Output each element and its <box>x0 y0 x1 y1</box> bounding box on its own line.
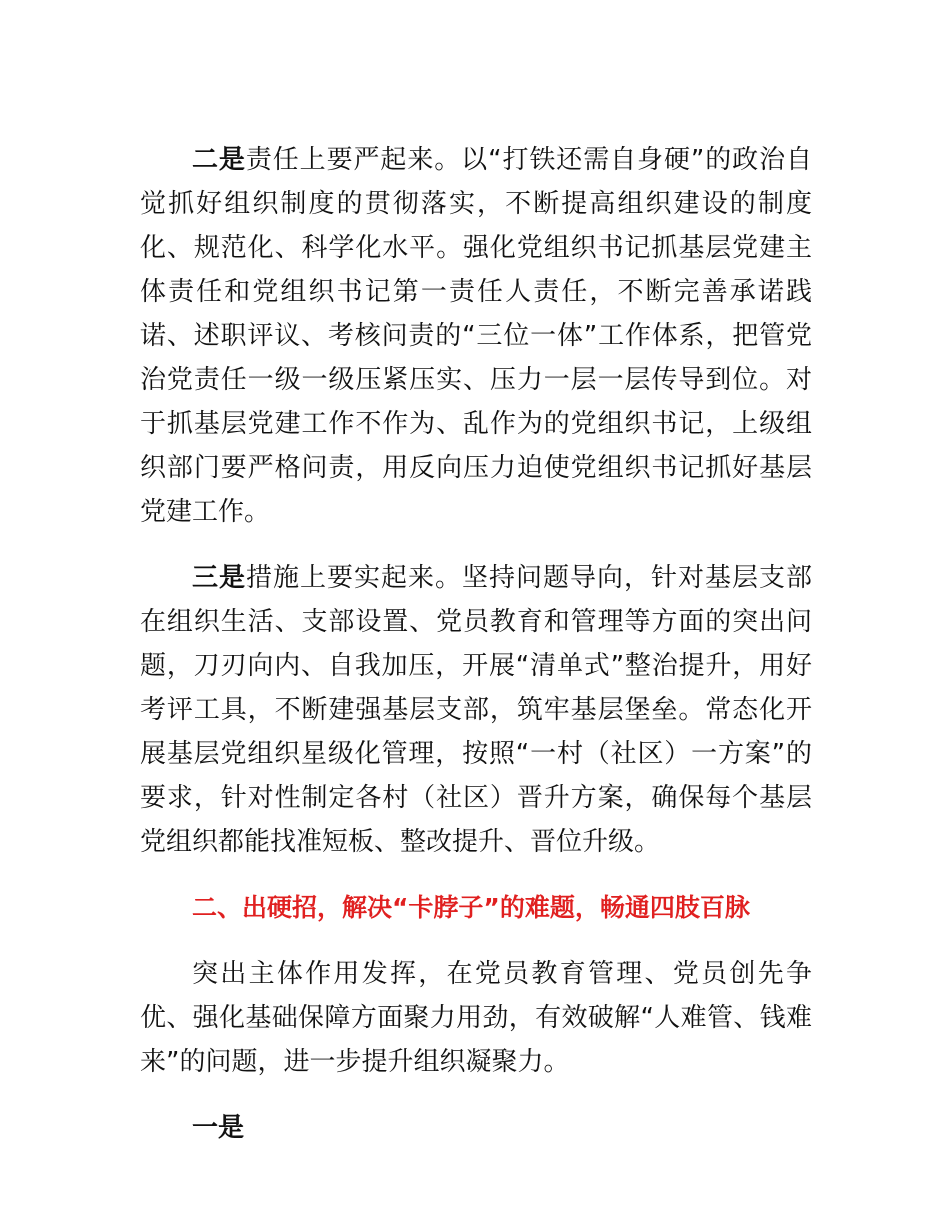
paragraph-measures <box>140 556 812 864</box>
paragraph-lead: 二是 <box>192 145 246 175</box>
paragraph-lead: 一是 <box>192 1113 245 1143</box>
paragraph-final <box>140 1106 812 1150</box>
paragraph-text: 责任上要严起来。以“打铁还需自身硬”的政治自觉抓好组织制度的贯彻落实，不断提高组织建设的制度化、规范化、科学化水平。强化党组织书记抓基层党建主体责任和党组织书记第一责任人责任，不断完善承诺践诺、述职评议、考核问责的“三位一体”工作体系，把管党治党责任一级一级压紧压实、压力一层一层传导到位。对于抓基层党建工作不作为、乱作为的党组织书记，上级组织部门要严格问责，用反向压力迫使党组织书记抓好基层党建工作。 <box>140 145 812 527</box>
paragraph-text: 措施上要实起来。坚持问题导向，针对基层支部在组织生活、支部设置、党员教育和管理等方面的突出问题，刀刃向内、自我加压，开展“清单式”整治提升，用好考评工具，不断建强基层支部，筑牢基层堡垒。常态化开展基层党组织星级化管理，按照“一村（社区）一方案”的要求，针对性制定各村（社区）晋升方案，确保每个基层党组织都能找准短板、整改提升、晋位升级。 <box>140 563 812 857</box>
paragraph-intro: 突出主体作用发挥，在党员教育管理、党员创先争优、强化基础保障方面聚力用劲，有效破解“人难管、钱难来”的问题，进一步提升组织凝聚力。 <box>140 959 812 1077</box>
paragraph-responsibility <box>140 138 812 534</box>
paragraph-lead: 三是 <box>192 563 246 593</box>
section-heading: 二、出硬招，解决“卡脖子”的难题，畅通四肢百脉 <box>192 893 750 922</box>
document-body <box>140 138 812 1172</box>
